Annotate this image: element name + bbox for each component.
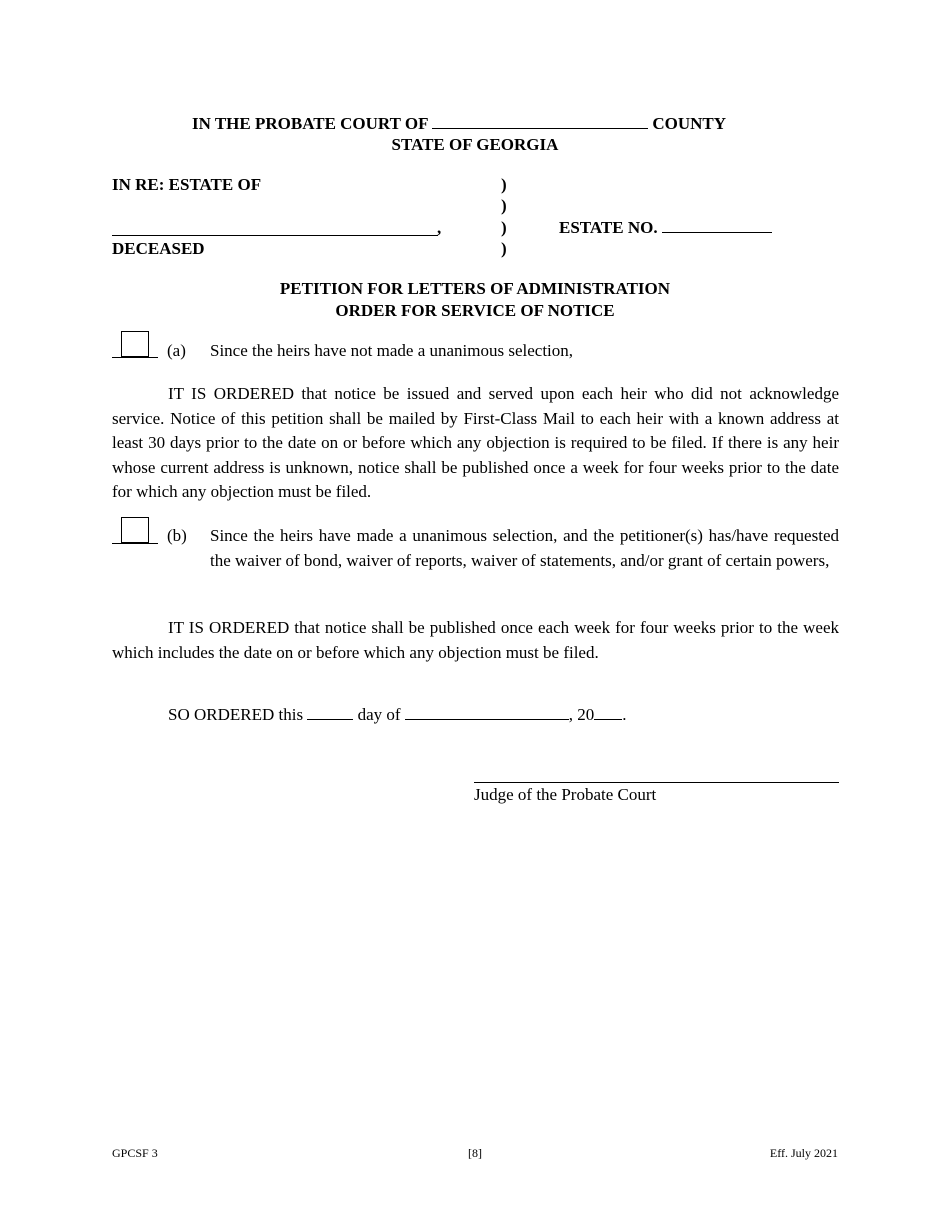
option-b-text: Since the heirs have made a unanimous selection, and the petitioner(s) has/have requested the waiver of bond, waiver of reports, waiver of statements, and/or grant of certain powers,	[210, 526, 839, 570]
court-prefix: IN THE PROBATE COURT OF	[192, 114, 428, 133]
caption-paren-1: )	[501, 175, 507, 194]
year-blank[interactable]	[594, 718, 622, 720]
option-a-checkbox[interactable]	[121, 331, 149, 357]
estate-no-label: ESTATE NO.	[559, 218, 658, 237]
caption-paren-4: )	[501, 239, 507, 258]
option-a-order-text: IT IS ORDERED that notice be issued and served upon each heir who did not acknowledge service. Notice of this petition shall be mailed by First-Class Mail to each heir with a known address at least 30 days prior to the date on or before which any objection is required to be filed. If there is any heir whose current address is unknown, notice shall be published once a week for four weeks prior to the date for which any objection must be filed.	[112, 384, 839, 501]
option-b-blank-line	[112, 543, 158, 544]
caption-comma: ,	[437, 218, 442, 237]
title-line-1: PETITION FOR LETTERS OF ADMINISTRATION	[279, 279, 671, 298]
footer-effective-date: Eff. July 2021	[769, 1146, 838, 1160]
option-b-order-paragraph	[112, 616, 839, 665]
so-ordered-year-prefix: , 20	[568, 705, 595, 724]
month-blank[interactable]	[405, 718, 569, 720]
option-a-blank-line	[112, 357, 158, 358]
footer-form-id: GPCSF 3	[112, 1146, 158, 1160]
option-b-order-text: IT IS ORDERED that notice shall be published once each week for four weeks prior to the week which includes the date on or before which any objection must be filed.	[112, 618, 839, 662]
day-blank[interactable]	[307, 718, 353, 720]
so-ordered-end: .	[622, 705, 627, 724]
court-suffix: COUNTY	[652, 114, 727, 133]
in-re-label: IN RE: ESTATE OF	[112, 175, 262, 194]
so-ordered-day-of: day of	[357, 705, 401, 724]
title-line-2: ORDER FOR SERVICE OF NOTICE	[335, 301, 615, 320]
option-a-text: Since the heirs have not made a unanimous selection,	[210, 341, 574, 360]
estate-no	[559, 218, 772, 238]
estate-no-blank[interactable]	[662, 231, 772, 233]
option-a-marker: (a)	[167, 341, 186, 360]
footer-page-number: [8]	[468, 1146, 482, 1160]
county-blank[interactable]	[432, 127, 648, 129]
deceased-label: DECEASED	[112, 239, 205, 258]
judge-signature-label: Judge of the Probate Court	[474, 785, 657, 804]
option-a-order-paragraph	[112, 382, 839, 505]
option-b-checkbox[interactable]	[121, 517, 149, 543]
so-ordered-prefix: SO ORDERED this	[168, 705, 304, 724]
option-b-marker: (b)	[167, 526, 187, 545]
so-ordered-line	[168, 705, 627, 725]
court-heading	[192, 114, 726, 134]
caption-paren-3: )	[501, 218, 507, 237]
state-heading: STATE OF GEORGIA	[391, 135, 559, 154]
caption-paren-2: )	[501, 196, 507, 215]
decedent-name-line[interactable]	[112, 235, 438, 236]
judge-signature-line[interactable]	[474, 782, 839, 783]
